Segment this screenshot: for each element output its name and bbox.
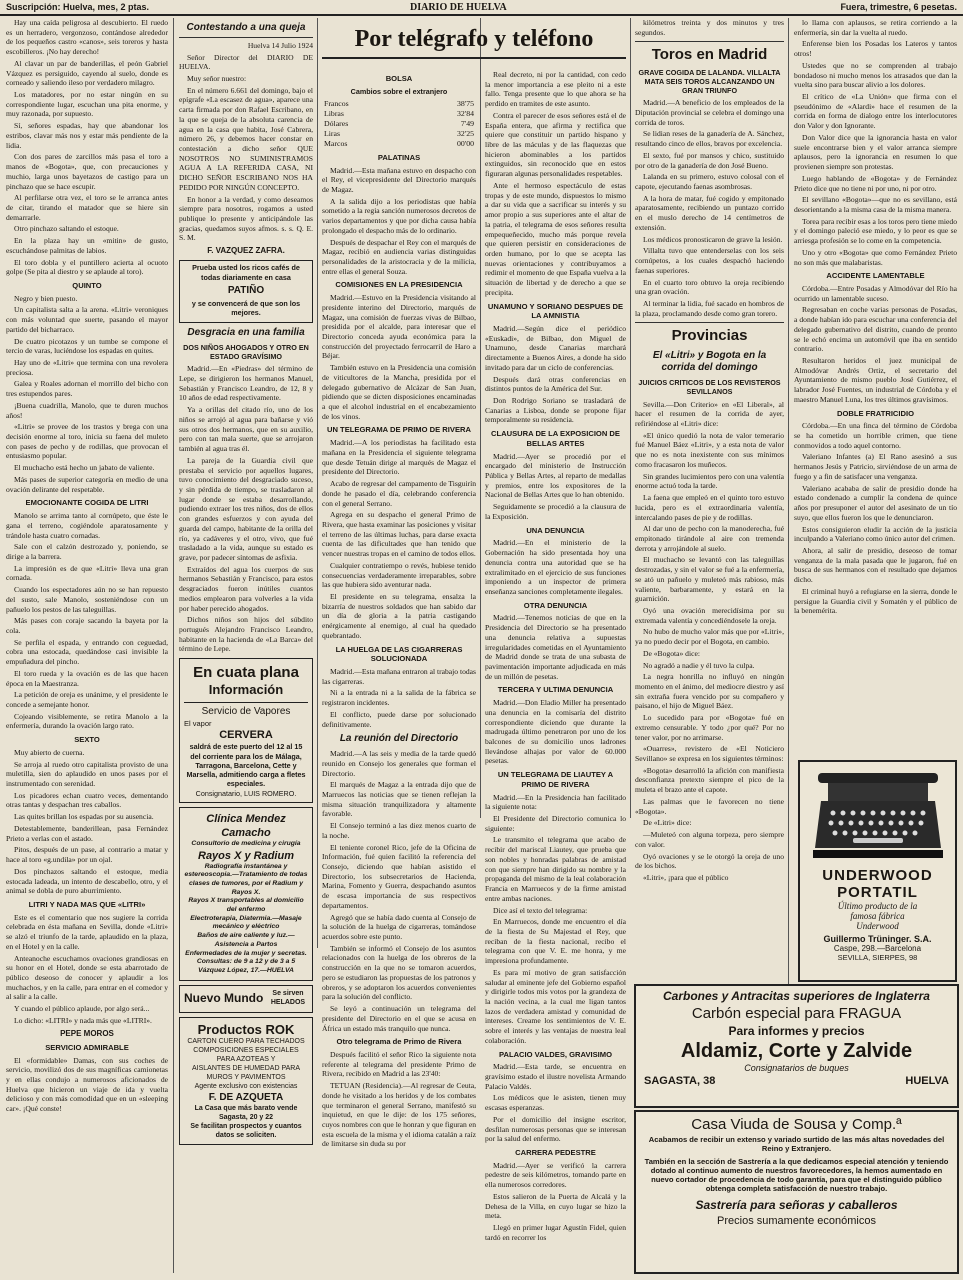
letter-salutation: Muy señor nuestro: bbox=[187, 73, 247, 83]
paragraph: Resultaron heridos el juez municipal de Almodóvar Andrés Ortiz, el secretario del Ayuntamiento de mismo pueblo José Gutiérrez, el labrador José Fuentes, un industrial de Córdoba y el maestro Manuel Luna, los tres últimos gravísimos. bbox=[794, 356, 957, 404]
exchange-rate-row bbox=[322, 99, 476, 109]
ad-text: COMPOSICIONES ESPECIALES PARA AZOTEAS Y bbox=[193, 1047, 299, 1064]
section-heading: LA HUELGA DE LAS CIGARRERAS SOLUCIONADA bbox=[335, 644, 463, 664]
column-rule bbox=[630, 18, 631, 818]
paragraph: «Bogota» desarrolló la afición con manifiesta desconfianza pretexto siempre el pico de la muleta el brazo ante el capote. bbox=[635, 765, 784, 795]
paragraph: El teniente coronel Rico, jefe de la Oficina de Información, fué quien facilitó la referencia del Consejo, diciendo que habían asistido el Directorio, los subsecretarios de Hacienda, Marina, Fomento y Guerra, despachando asuntos de escasa importancia de sus respectivos departamentos. bbox=[322, 842, 476, 910]
nuevo-mundo-ad bbox=[179, 985, 313, 1013]
paragraph: Madrid.—A beneficio de los empleados de la Diputación provincial se celebra el domingo una corrida de toros. bbox=[635, 98, 784, 127]
ad-company: Casa Viuda de Sousa y Comp.ª bbox=[691, 1116, 902, 1133]
paragraph: Madrid.—Esta mañana entraron al trabajo todas las cigarreras. bbox=[322, 667, 476, 686]
section-headline: Por telégrafo y teléfono bbox=[354, 26, 594, 52]
ad-text: Consultorio de medicina y cirugía bbox=[191, 839, 301, 847]
paragraph: No hubo de mucho valor más que por «Litri», ya no puedo decir por el Bogota, en cambio. bbox=[635, 627, 784, 647]
paragraph: Madrid.—A las seis y media de la tarde quedó reunido en Consejo los generales que forman el Directorio. bbox=[322, 749, 476, 778]
ad-text: Sastrería para señoras y caballeros bbox=[695, 1198, 898, 1212]
ad-text: Rayos X transportables al domicilio del enfermo bbox=[188, 897, 304, 914]
paragraph: El Presidente del Directorio comunica lo siguiente: bbox=[485, 814, 626, 833]
paragraph: Con dos pares de zarcillos más pasa el toro a manos de «Bogota», que, con precauciones y muchio, larga unos bayetazos de castigo para un pinchazo que se hace escupir. bbox=[6, 152, 168, 191]
paragraph: Después facilitó el señor Rico la siguiente nota referente al telegrama del presidente Primo de Rivera, recibido en Madrid a las 23'40: bbox=[322, 1049, 476, 1079]
paragraph: Al clavar un par de banderillas, el peón Gabriel Vázquez es persiguido, cayendo al suelo, donde es corneado y saliendo ileso por verdadero milagro. bbox=[6, 58, 168, 88]
letter-address: Señor Director del DIARIO DE HUELVA. bbox=[179, 52, 313, 72]
clinic-ad bbox=[179, 807, 313, 981]
column-letters-ads bbox=[179, 18, 313, 1276]
paragraph: Valeriano acababa de salir de presidio donde ha estado condenado a cumplir la condena de quince años por presuponer el autor del asesinato de un tío suyo, que ellos fueron los que le denunciaron. bbox=[794, 483, 957, 522]
paragraph: Dice así el texto del telegrama: bbox=[493, 905, 588, 915]
column-bullfight-report bbox=[6, 18, 168, 1276]
currency-name: Dólares bbox=[324, 118, 349, 128]
currency-name: Marcos bbox=[324, 138, 348, 148]
paragraph: Se lidian reses de la ganadería de A. Sánchez, resultando cinco de ellos, bravos por excelencia. bbox=[635, 129, 784, 149]
paragraph: «Ouarres», revistero de «El Noticiero Sevillano» se expresa en los siguientes términos: bbox=[635, 744, 784, 764]
paragraph: El muchacho se levantó con las taleguillas destrozadas, y sin el valor se fué a la enfermería, se ató un pañuelo y muleteó más rabioso, más valiente, barbaramente, y estará en la guarnición. bbox=[635, 555, 784, 604]
ad-brand: PATIÑO bbox=[227, 284, 265, 296]
paragraph: Las quites brillan los espadas por su ausencia. bbox=[14, 812, 154, 822]
article-headline: Desgracia en una familia bbox=[187, 327, 305, 339]
paragraph: Más pases de superior categoría en medio de una ovación delirante del respetable. bbox=[6, 474, 168, 494]
section-heading: LITRI Y NADA MAS QUE «LITRI» bbox=[28, 899, 146, 909]
exchange-rate-row bbox=[322, 109, 476, 119]
column-rule bbox=[173, 18, 174, 1273]
paragraph: Extraídos del agua los cuerpos de sus hermanos Sebastián y Francisco, para estos desgraciados fueron inútiles cuantos medios emplearon para volverles a la vida por haber perecido ahogados. bbox=[179, 564, 313, 613]
section-heading: OTRA DENUNCIA bbox=[523, 600, 588, 610]
ad-text: Servicio de Vapores bbox=[201, 705, 291, 717]
paragraph: lo llama con aplausos, se retira corriendo a la enfermería, sin dar la vuelta al ruedo. bbox=[794, 18, 957, 37]
column-rule bbox=[788, 18, 789, 998]
paragraph: De «Litri» dice: bbox=[643, 818, 692, 828]
ad-city: HUELVA bbox=[905, 1075, 949, 1087]
section-heading: UNA DENUNCIA bbox=[526, 525, 585, 535]
paragraph: Hay una caída peligrosa al descubierto. El ruedo es un herradero, vergonzoso, contándose alrededor de los pequeños castro «canos», seis toreros y hasta escobilleros. ¡No hay derecho! bbox=[6, 18, 168, 57]
section-heading: Otro telegrama de Primo de Rivera bbox=[336, 1037, 462, 1047]
letter-signature: F. VAZQUEZ ZAFRA. bbox=[207, 246, 285, 256]
ad-text: Precios sumamente económicos bbox=[717, 1215, 876, 1227]
ad-text: Consultas: de 9 a 12 y de 3 a 5 bbox=[196, 958, 296, 966]
ad-text: Se facilitan prospectos y cuantos datos se soliciten. bbox=[190, 1122, 302, 1139]
currency-rate: 38'75 bbox=[457, 98, 474, 108]
section-heading: UN TELEGRAMA DE PRIMO DE RIVERA bbox=[326, 425, 471, 435]
section-heading: DOBLE FRATRICIDIO bbox=[836, 408, 915, 418]
ad-text: Prueba usted los ricos cafés de todas diariamente en casa bbox=[192, 263, 300, 282]
paragraph: Real decreto, ni por la cantidad, con cedo la menor importancia a ese pleito ni a este fallo. Tenga presente que lo que ahora se ha perdido en tramites de este asunto. bbox=[485, 70, 626, 109]
paragraph: El muchacho está hecho un jabato de valiente. bbox=[14, 463, 155, 473]
paragraph: De «Bogota» dice: bbox=[643, 648, 700, 658]
telegraph-section-header bbox=[322, 20, 626, 59]
typewriter-illustration bbox=[813, 768, 943, 863]
article-subheadline: JUICIOS CRITICOS DE LOS REVISTEROS SEVILLANOS bbox=[638, 378, 781, 397]
paragraph: Madrid.—Esta mañana estuvo en despacho con el Rey, el vicepresidente del Directorio marqués de Magaz. bbox=[322, 165, 476, 194]
masthead bbox=[0, 0, 963, 16]
paragraph: También se informó el Consejo de los asuntos relacionados con la huelga de los obreros de la construcción en la que no se tomaron acuerdos, pero se estudiaron las propuestas de los patronos y obreros, y se adoptaron los acuerdos convenientes para la solución del conflicto. bbox=[322, 943, 476, 1002]
paragraph: Don Rodrigo Soriano se trasladará de Canarias a Lisboa, donde se propone fijar temporalmente su residencia. bbox=[485, 396, 626, 425]
article-headline: El «Litri» y Bogota en la corrida del domingo bbox=[652, 349, 767, 374]
ad-text: Sagasta, 20 y 22 bbox=[218, 1113, 274, 1121]
typewriter-icon bbox=[813, 768, 943, 863]
paragraph: Sale con el calzón destrozado y, poniendo, se dirige a la barrera. bbox=[6, 542, 168, 561]
paragraph: No agradó a nadie y él tuvo la culpa. bbox=[643, 660, 755, 670]
paragraph: Lo sucedido para por «Bogota» fué en extremo censurable. Y todo ¿por qué? Por no tener valor, por no arrimarse. bbox=[635, 713, 784, 742]
author-signature: PEPE MOROS bbox=[60, 1028, 114, 1038]
paragraph: Madrid.—Tenemos noticias de que en la Presidencia del Directorio se ha presentado una denuncia relativa a supuestas irregularidades cometidas en el Ayuntamiento de Madrid donde se trata de una subasta de pavimentación importante adjudicada en más de un millón de pesetas. bbox=[485, 613, 626, 681]
ad-text: Consignatario, LUIS ROMERO. bbox=[195, 788, 297, 798]
paragraph: Un capitalista salta a la arena. «Litri» veroniques con más voluntad que suerte, pasando el mayor partido del bicharraco. bbox=[6, 305, 168, 334]
paragraph: Don Valor dice que la ignorancia hasta en valor suele encontrarse bien y el valor arranca siempre aplausos, pero la ignorancia en resumen lo que provienen siempre son protestas. bbox=[794, 132, 957, 172]
paragraph: Madrid.—A los periodistas ha facilitado esta mañana en la Presidencia el siguiente telegrama que desde Tetuán dirige al marqués de Magaz el presidente del Directorio. bbox=[322, 438, 476, 477]
section-heading: ACCIDENTE LAMENTABLE bbox=[826, 271, 925, 281]
paragraph: Se leyó a continuación un telegrama del presidente del Directorio en el que se acusa en África un estado más tranquilo que nunca. bbox=[322, 1004, 476, 1033]
paragraph: Al dar uno de pecho con la manoderecha, fué empitonado tirándole al aire con tremenda derrota y arrojándole al suelo. bbox=[635, 524, 784, 553]
section-heading: UN TELEGRAMA DE LIAUTEY A PRIMO DE RIVERA bbox=[497, 770, 614, 789]
article-headline: Toros en Madrid bbox=[635, 41, 784, 64]
newspaper-name: DIARIO DE HUELVA bbox=[410, 2, 507, 13]
paragraph: Madrid.—Don Eladio Miller ha presentado una denuncia en la comisaría del distrito correspondiente diciendo que durante la madrugada último penetraron por uno de los balcones de su domicilio unos ladrones llevándose alhajas por valor de 60.000 pesetas. bbox=[485, 698, 626, 766]
section-heading: PALACIO VALDES, GRAVISIMO bbox=[498, 1049, 613, 1059]
paragraph: El conflicto, puede darse por solucionado definitivamente. bbox=[322, 709, 476, 729]
paragraph: Ustedes que no se comprenden al trabajo bondadoso ni mucho menos los atrasados que dan la vuelta sino para buscar alivio a los dolores. bbox=[794, 60, 957, 90]
paragraph: Torea para recibir esas a los toros pero tiene miedo y el domingo paleció ese miedo, y lo peor es que se arriesga profesión se lo come en la competencia. bbox=[794, 216, 957, 246]
paragraph: Detestablemente, banderillean, pasa Fernández Prieto a verlas con el astado. bbox=[6, 823, 168, 843]
paragraph: Al terminar la lidia, fué sacado en hombros de la plaza, proclamando desde como gran torero. bbox=[635, 298, 784, 318]
ad-text: También en la sección de Sastrería a la que dedicamos especial atención y teniendo dotado al continuo aumento de nuestros favorecedores, la hemos aumentado en nuevo cortador de procedencia de todo garantía, para que el distinguido público obtenga completa satisfacción de nuestro trabajo. bbox=[644, 1157, 949, 1193]
paragraph: Después dará otras conferencias en distintos puntos de la América del Sur. bbox=[485, 374, 626, 394]
paragraph: kilómetros treinta y dos minutos y tres segundos. bbox=[635, 18, 784, 37]
currency-name: Libras bbox=[324, 108, 344, 118]
paragraph: Contra el parecer de esos señores está el de España entera, que afirma y rectifica que quiere que constituir un partido hispano y libre de las máculas y de las flaquezas que hicieron abominables a los partidos extinguidos, sin reconocido que en estos figuraran algunas personalidades respetables. bbox=[485, 110, 626, 179]
currency-rate: 7'49 bbox=[460, 118, 474, 128]
ad-text: Último producto de la bbox=[837, 901, 918, 911]
paragraph: Valeriano Infantes (a) El Rano asesinó a sus hermanos Jesús y Patricio, sirviéndose de un arma de fuego y a fin de satisfacer una venganza. bbox=[794, 452, 957, 481]
ad-text: Agente exclusivo con existencias bbox=[194, 1082, 298, 1090]
ad-title: Nuevo Mundo bbox=[184, 990, 264, 1005]
ad-text: Radiografía instantánea y estereoscopia.—Tratamiento de todas clases de tumores, por el Radium y Rayos X. bbox=[184, 862, 308, 896]
ad-text: CARTON CUERO PARA TECHADOS bbox=[187, 1038, 305, 1046]
ad-text: y se convencerá de que son los mejores. bbox=[191, 298, 301, 317]
paragraph: —Muleteó con alguna torpeza, pero siempre con valor. bbox=[635, 830, 784, 849]
paragraph: Agrega en su despacho el general Primo de Rivera, que hasta examinar las posiciones y visitar el terreno de las últimas luchas, para darse exacta cuenta de las dificultades que han tenido que vencer nuestras tropas en el camino de todos ellos. bbox=[322, 510, 476, 559]
paragraph: El sexto, fué por mansos y chico, sustituido por otro de la ganadería de don José Bueno. bbox=[635, 150, 784, 170]
paragraph: Es para mí motivo de gran satisfacción saludar al eminente jefe del Gobierno español y dirigirle todos mis votos por la grandeza de la nación vecina, a la cual me ligan tantos lazos de verdadera amistad y comunidad de intereses. Creame los sentimientos de V. E. sobre el interés y las ventajas de nuestra leal colaboración. bbox=[485, 967, 626, 1045]
paragraph: De cuatro picotazos y un tumbe se compone el tercio de varas, luciéndose los espadas en quites. bbox=[6, 336, 168, 356]
paragraph: Córdoba.—En una finca del término de Córdoba se ha cometido un horrible crimen, que tiene conmovidos a todo aquel contorno. bbox=[794, 421, 957, 450]
currency-name: Francos bbox=[324, 98, 349, 108]
paragraph: Cuando los espectadores aún no se han repuesto del susto, sale Manolo, sosteniéndose con un pañuelo los pestos de las taleguillas. bbox=[6, 585, 168, 614]
ad-text: F. DE AZQUETA bbox=[208, 1091, 284, 1103]
paragraph: Manolo se arrima tanto al cornúpeto, que éste le gana el terreno, cogiéndole aparatosamente y trándole hasta cuatro cornadas. bbox=[6, 511, 168, 540]
paragraph: En el número 6.661 del domingo, bajo el epígrafe «La escasez de agua», aparece una carta firmada por don Rafael Escribano, en la que se queja de la absoluta carencia de agua en la casa que habita, José Cabrera, número 26, y debemos hacer constar en contestación a dicho señor QUE NOSOTROS NO SUMINISTRAMOS AGUA A LA REFERIDA CASA, NI DICHO SEÑOR ESCRIBANO NOS HA PEDIDO POR NINGÚN CONCEPTO. bbox=[179, 85, 313, 192]
paragraph: Más pases con coraje sacando la bayeta por la cola. bbox=[6, 616, 168, 635]
ad-text: Baños de aire caliente y luz.—Asistencia a Partos bbox=[197, 932, 295, 948]
ad-text: Rayos X y Radium bbox=[198, 849, 294, 862]
letter-date: Huelva 14 Julio 1924 bbox=[247, 40, 313, 50]
paragraph: Se arroja al ruedo otro capitalista provisto de una muletilla, sien do aplaudido en unos pases por el instrumentado con serenidad. bbox=[6, 759, 168, 789]
paragraph: A la salida dijo a los periodistas que había sometido a la regia sanción numerosos decretos de varios departamentos y que por dicha causa había prolongado el despacho más de lo ordinario. bbox=[322, 196, 476, 235]
ad-text: Consignatarios de buques bbox=[744, 1063, 849, 1073]
section-heading: BOLSA bbox=[385, 74, 413, 83]
paragraph: El sevillano «Bogota»—que no es sevillano, está desorientando a la misma casa de la misma manera. bbox=[794, 195, 957, 214]
ad-headline: Carbones y Antracitas superiores de Inglaterra bbox=[663, 989, 930, 1003]
ad-company: Aldamiz, Corte y Zalvide bbox=[680, 1040, 913, 1062]
paragraph: En el cuarto toro obtuvo la oreja recibiendo una gran ovación. bbox=[635, 277, 784, 297]
paragraph: Y cuando el público aplaude, por algo será... bbox=[14, 1004, 150, 1014]
paragraph: Las palmas que le favorecen no tiene «Bogota». bbox=[635, 796, 784, 816]
ad-address-row bbox=[636, 1073, 957, 1087]
article-subheadline: GRAVE COGIDA DE LALANDA. VILLALTA MATA SEIS TOROS ALCANZANDO UN GRAN TRIUNFO bbox=[638, 67, 781, 96]
ad-title: Información bbox=[184, 682, 308, 703]
paragraph: Lalanda en su primero, estuvo colosal con el capote, ejecutando faenas asombrosas. bbox=[635, 172, 784, 192]
paragraph: La faena que empleó en el quinto toro estuvo lucida, pero es el extraordinaria valentía, intercalando pases de pie y de rodillas. bbox=[635, 493, 784, 522]
paragraph: Los médicos que le asisten, tienen muy escasas esperanzas. bbox=[485, 1093, 626, 1113]
shipping-ad bbox=[179, 658, 313, 803]
ad-text: Carbón especial para FRAGUA bbox=[691, 1005, 902, 1022]
ad-text: Se sirven HELADOS bbox=[270, 989, 306, 1006]
ad-title: Productos ROK bbox=[197, 1021, 295, 1037]
paragraph: Enferense bien los Posadas los Lateros y tantos otros! bbox=[794, 39, 957, 59]
ad-product: PORTATIL bbox=[837, 884, 918, 901]
currency-rate: 32'84 bbox=[457, 108, 474, 118]
paragraph: «Litri» se provee de los trastos y brega con una decisión enorme al toro, inicia su faena del muleto con pases de pecho y de rodillas, que provocan el entusiasmo popular. bbox=[6, 422, 168, 461]
paragraph: Cualquier contratiempo o revés, hubiese tenido consecuencias verdaderamente irreparables, sobre las que hubiera sido aventurar nada. bbox=[322, 560, 476, 590]
paragraph: Dos pinchazos saltando el estoque, media estocada ladeada, un intento de descabello, otro, y el animal se dobla de puro aburrimiento. bbox=[6, 866, 168, 896]
paragraph: Madrid.—En el ministerio de la Gobernación ha sido presentada hoy una denuncia contra una autoridad que se ha extralimitado en el ejercicio de sus funciones imponiendo a un inspector de primera enseñanza sanciones completamente ilegales. bbox=[485, 538, 626, 596]
paragraph: Anteanoche escuchamos ovaciones grandiosas en su honor en el Hotel, donde se esta abarrotado de público deseoso de conocer y aplaudir a los muchachos, y en la calle, para entrar en el comedor y al salir a la calle. bbox=[6, 953, 168, 1002]
paragraph: ¡Buena cuadrilla, Manolo, que te duren muchos años! bbox=[6, 400, 168, 420]
section-heading: EMOCIONANTE COGIDA DE LITRI bbox=[25, 498, 149, 508]
paragraph: Muy abierto de cuerna. bbox=[14, 747, 85, 757]
paragraph: El toro rueda y la ovación es de las que hacen época en la Maestranza. bbox=[6, 668, 168, 688]
patino-coffee-ad bbox=[179, 260, 313, 323]
paragraph: La petición de oreja es unánime, y el presidente le concede a semejante honor. bbox=[6, 690, 168, 709]
paragraph: El presidente en su telegrama, ensalza la bizarría de nuestros soldados que han sabido dar un día de gloria a la patria castigando enérgicamente al enemigo, al cual ha quedado quebrantado. bbox=[322, 591, 476, 640]
ad-address: SAGASTA, 38 bbox=[644, 1075, 716, 1087]
paragraph: Llegó en primer lugar Agustín Fidel, quien tardó en recorrer los bbox=[485, 1223, 626, 1242]
ad-title: En cuata plana bbox=[193, 664, 299, 682]
ad-text: Guillermo Trüninger. S.A. bbox=[823, 934, 932, 944]
paragraph: Lo dicho: «LITRI» y nada más que «LITRI». bbox=[14, 1015, 152, 1025]
paragraph: El marqués de Magaz a la entrada dijo que de Marruecos las noticias que se tienen reflejan la misma situación tranquilizadora y altamente favorable. bbox=[322, 780, 476, 819]
paragraph: Madrid.—Esta tarde, se encuentra en gravísimo estado el ilustre novelista Armando Palacio Valdés. bbox=[485, 1062, 626, 1091]
paragraph: Sí, señores espadas, hay que abandonar los estribos, clavar más nos y estar más pendiente de la lidia. bbox=[6, 121, 168, 150]
paragraph: Oyó ovaciones y se le otorgó la oreja de uno de los bichos. bbox=[635, 851, 784, 871]
external-price: Fuera, trimestre, 6 pesetas. bbox=[840, 2, 957, 12]
coal-supplier-ad bbox=[634, 984, 959, 1108]
currency-name: Liras bbox=[324, 128, 341, 138]
paragraph: Otro pinchazo saltando el estoque. bbox=[14, 224, 119, 234]
section-heading: La reunión del Directorio bbox=[339, 733, 459, 745]
section-heading: COMISIONES EN LA PRESIDENCIA bbox=[335, 280, 463, 290]
paragraph: Dichos niños son hijos del súbdito portugués Alejandro Francisco Leandro, habitante en la hacienda de «La Barca» del término de Lepe. bbox=[179, 615, 313, 654]
column-telegraph-news-2 bbox=[485, 70, 626, 1275]
section-heading: CLAUSURA DE LA EXPOSICION DE BELLAS ARTES bbox=[491, 429, 620, 448]
column-bullfight-news bbox=[635, 18, 784, 993]
article-subheadline: DOS NIÑOS AHOGADOS Y OTRO EN ESTADO GRAVÍSIMO bbox=[183, 342, 309, 362]
section-heading: CARRERA PEDESTRE bbox=[515, 1148, 596, 1158]
section-heading: PALATINAS bbox=[377, 152, 421, 162]
paragraph: Por el domicilio del insigne escritor, desfilan numerosas personas que se interesan por la salud del enfermo. bbox=[485, 1114, 626, 1144]
article-headline: Contestando a una queja bbox=[179, 22, 313, 38]
exchange-rate-row bbox=[322, 129, 476, 139]
currency-rate: 32'25 bbox=[457, 128, 474, 138]
paragraph: Se perfila el espada, y entrando con ceguedad, cobra una estocada, quedándose casi invisible la empuñadura del pincho. bbox=[6, 637, 168, 667]
paragraph: Sevilla.—Don Criterio» en «El Liberal», al hacer el resumen de la corrida de ayer, refiriéndose al «Litri» dice: bbox=[635, 399, 784, 429]
paragraph: En Marruecos, donde me encuentro el día de la fiesta de Su Majestad el Rey, que reciban de la fiesta nacional, recibo el telegrama con que V. E. me honra, y me impresiona profundamente. bbox=[485, 917, 626, 966]
paragraph: Madrid.—Ayer se verificó la carrera pedestre de seis kilómetros, tomando parte en ella numerosos corredores. bbox=[485, 1160, 626, 1190]
paragraph: TETUAN (Residencia).—Al regresar de Ceuta, donde he visitado a los heridos y de los combates que terminaron el general Serrano, manifestó su inquietud, en que le dije: de los 175 señores, cuyos nombres con que le honran y que figuran en esta escuela de la misma y el idioma catalán a raíz de limitarse sin duda su por bbox=[322, 1081, 476, 1149]
ad-text: La Casa que más barato vende bbox=[194, 1104, 298, 1112]
paragraph: Madrid.—Estuvo en la Presidencia visitando al presidente interino del Directorio, marqués de Magaz, una comisión de fuerzas vivas de Bilbao, presidida por el alcalde, para interesar que el Directorio conceda ayuda económica para la construcción del proyectado ferrocarril de Haro a Béjar. bbox=[322, 293, 476, 361]
paragraph: Madrid.—En la Presidencia han facilitado la siguiente nota: bbox=[485, 792, 626, 812]
ad-brand: UNDERWOOD bbox=[822, 867, 933, 884]
paragraph: «Litri», ¡para que el público bbox=[643, 872, 729, 882]
ad-text: saldrá de este puerto del 12 al 15 del corriente para los de Málaga, Tarragona, Barcelona, Cette y Marsella, admitiendo carga a fletes especiales. bbox=[186, 742, 306, 789]
paragraph: Pitos, después de un pase, al contrario a matar y hace al toro «g.undila» por un ojal. bbox=[6, 845, 168, 865]
ad-text: Para informes y precios bbox=[728, 1024, 865, 1038]
paragraph: En la plaza hay un «mitin» de gusto, escuchándose palmitas de labios. bbox=[6, 236, 168, 255]
ad-text: Electroterapia, Diatermia.—Masaje mecánico y eléctrico bbox=[190, 914, 302, 931]
ad-text: Enfermedades de la mujer y secretas. bbox=[185, 949, 307, 957]
paragraph: Cojeando visiblemente, se retira Manolo a la enfermería, durando la ovación largo rato. bbox=[6, 711, 168, 731]
rok-products-ad bbox=[179, 1017, 313, 1146]
paragraph: Los médicos pronosticaron de grave la lesión. bbox=[643, 234, 783, 244]
paragraph: Madrid.—Según dice el periódico «Euskadi», de Bilbao, don Miguel de Unamuno, desde Canarias marchará directamente a Buenos Aires, a donde ha sido invitado para dar un ciclo de conferencias. bbox=[485, 323, 626, 372]
paragraph: Córdoba.—Entre Posadas y Almodóvar del Río ha ocurrido un lamentable suceso. bbox=[794, 283, 957, 303]
ad-text: Underwood bbox=[856, 921, 899, 931]
underwood-typewriter-ad bbox=[798, 760, 957, 982]
paragraph: Le transmito el telegrama que acabo de recibir del mariscal Liautey, que prueba que son nobles y honradas palabras de amistad con que siempre han dirigido su nombre y la propaganda del mismo de la leal colaboración Francia en Marruecos y de la firme amistad entre ambas naciones. bbox=[485, 835, 626, 903]
paragraph: Madrid.—Ayer se procedió por el encargado del ministerio de Instrucción Pública y Bellas Artes, al reparto de medallas y premios, entre los expositores de la Nacional de Bellas Artes que lo han obtenido. bbox=[485, 451, 626, 500]
paragraph: Negro y bien puesto. bbox=[14, 293, 78, 303]
ad-text: Caspe, 298.—Barcelona bbox=[833, 944, 922, 953]
exchange-rates-table bbox=[322, 99, 476, 149]
paragraph: La impresión es de que «Litri» lleva una gran cornada. bbox=[6, 563, 168, 583]
ship-name: CERVERA bbox=[219, 729, 273, 742]
ad-text: El vapor bbox=[184, 718, 212, 728]
column-telegraph-news bbox=[322, 70, 476, 1275]
paragraph: Al perfilarse otra vez, el toro se le arranca antes de citar, tirando el matador que se hiere sin demarrarle. bbox=[6, 193, 168, 222]
ad-text: famosa fábrica bbox=[850, 911, 905, 921]
paragraph: Los matadores, por no estar ningún en su correspondiente lugar, escuchan una pita enorme, y muy razonada, por supuesto. bbox=[6, 90, 168, 119]
paragraph: El criminal huyó a refugiarse en la sierra, donde le persigue la Guardia civil y Somatén y el público de la benemérita. bbox=[794, 586, 957, 616]
ad-text: Vázquez López, 17.—HUELVA bbox=[198, 966, 294, 974]
ad-title: Clínica Mendez Camacho bbox=[206, 812, 286, 839]
paragraph: Regresaban en coche varias personas de Posadas, a donde habían ido para escuchar una conferencia del delegado gubernativo del distrito, cuando de pronto se le echó encima un automóvil que iba en sentido contrario. bbox=[794, 305, 957, 354]
paragraph: Uno y otro «Bogota» que como Fernández Prieto no son más que malabaristas. bbox=[794, 247, 957, 267]
column-rule bbox=[317, 18, 318, 948]
paragraph: Sin grandes lucimientos pero con una valentía enorme actuó toda la tarde. bbox=[635, 471, 784, 491]
paragraph: Galea y Roales adornan el morrillo del bicho con tres estupendos pares. bbox=[6, 379, 168, 399]
paragraph: Ni a la entrada ni a la salida de la fábrica se registraron incidentes. bbox=[322, 688, 476, 708]
paragraph: Después de despachar el Rey con el marqués de Magaz, recibió en audiencia varias distinguidas personalidades de la aristocracia y de la milicia, entre ellas el general Souza. bbox=[322, 237, 476, 276]
paragraph: Este es el comentario que nos sugiere la corrida celebrada en ésta mañana en Sevilla, donde «Litri» se alzó el triunfo de la tarde, aplaudido en la plaza, en el Hotel y en la calle. bbox=[6, 912, 168, 951]
section-heading: UNAMUNO Y SORIANO DESPUES DE LA AMNISTIA bbox=[487, 301, 624, 321]
subscription-price: Suscripción: Huelva, mes, 2 ptas. bbox=[6, 2, 150, 12]
currency-rate: 00'00 bbox=[457, 138, 474, 148]
section-heading: SERVICIO ADMIRABLE bbox=[45, 1042, 129, 1052]
paragraph: Estos salieron de la Puerta de Alcalá y la Dehesa de la Villa, en cuyo lugar se hizo la meta. bbox=[485, 1191, 626, 1221]
paragraph: Ya a orillas del citado río, uno de los niños se arrojó al agua para bañarse y vió sus otros dos hermanos, que en su auxilio, pero con tan mala suerte, que se arrojaron también al agua tras él. bbox=[179, 405, 313, 454]
section-subheading: Cambios sobre el extranjero bbox=[350, 86, 448, 96]
paragraph: Ante el hermoso espectáculo de estas tropas y de este mundo, dispuestos lo mismo a dar su vida que a sacrificar su interés y su amor propio a sus superiores ante el altar de la patria, el telegrama de esos señores resulta empequeñecido, mucho más porque revela que quieren persistir en consideraciones de orden humano, por lo que se acepta las nuevas orientaciones y contribuyamos a redimir el momento de que España vuelva a la situación de libertad y de derecho a que se precipita. bbox=[485, 180, 626, 297]
paragraph: Madrid.—En «Piedras» del término de Lepe, se dirigieron los hermanos Manuel, Sebastián y Francisco Leandro, de 12, 8 y 10 años de edad respectivamente. bbox=[179, 364, 313, 403]
section-heading: SEXTO bbox=[74, 735, 100, 745]
paragraph: El toro dobla y el puntillero acierta al ocuoto golpe (Se pita al diestro y se aplaude al toro). bbox=[6, 257, 168, 277]
paragraph: También estuvo en la Presidencia una comisión de viticultores de la Mancha, presidida por el delegado gubernativo de Alcázar de San Juan, pidiendo que se dicten disposiciones encaminadas a que el alcohol industrial en el encabezamiento de los vinos. bbox=[322, 363, 476, 421]
ad-text: SEVILLA, SIERPES, 98 bbox=[837, 953, 918, 962]
paragraph: Agregó que se había dado cuenta al Consejo de la solución de la huelga de cigarreras, tomándose acuerdos sobre este punto. bbox=[322, 912, 476, 942]
ad-text: AISLANTES DE HUMEDAD PARA MUROS Y PAVIMENTOS bbox=[191, 1065, 300, 1081]
exchange-rate-row bbox=[322, 119, 476, 129]
paragraph: El Consejo terminó a las diez menos cuarto de la noche. bbox=[322, 821, 476, 840]
exchange-rate-row bbox=[322, 139, 476, 149]
column-regional-news bbox=[794, 18, 957, 758]
paragraph: El crítico de «La Unión» que firma con el pseudónimo de «Alardi» hace el resumen de la corrida en forma de dialogo entre los interlocutores don Valor y don Ignorante. bbox=[794, 92, 957, 131]
paragraph: Estos consiguieron eludir la acción de la justicia inculpando a Valeriano como único autor del crimen. bbox=[794, 524, 957, 544]
paragraph: Oyó una ovación merecidísima por su extremada valentía y concediéndosele la oreja. bbox=[635, 605, 784, 625]
paragraph: Acabo de regresar del campamento de Tisguirín donde he pasado el día, celebrando conferencia con el general Serrano. bbox=[322, 479, 476, 508]
section-heading: TERCERA Y ULTIMA DENUNCIA bbox=[497, 685, 614, 695]
paragraph: Ahora, al salir de presidio, deseoso de tomar venganza de la mala pasada que le jugaron, fué en busca de sus hermanos con el resultado que dejamos dicho. bbox=[794, 545, 957, 585]
ad-text: Acabamos de recibir un extenso y variado surtido de las más altas novedades del Reino y Extranjero. bbox=[648, 1135, 945, 1153]
paragraph: Seguidamente se procedió a la clausura de la Exposición. bbox=[485, 502, 626, 521]
paragraph: «El único quedió la nota de valor temerario fué Manuel Báez «Litri», y a esta nota de valor que no es nota inexistente con sus mínimos como fracasaron los muñecos. bbox=[635, 430, 784, 469]
paragraph: Los picadores echan cuatro veces, dementando otras tantas y despachan tres caballos. bbox=[6, 790, 168, 810]
paragraph: Hay uno de «Litri» que termina con una revolera preciosa. bbox=[6, 358, 168, 377]
section-heading: QUINTO bbox=[72, 280, 102, 290]
paragraph: La negra honrilla no influyó en ningún momento en el ánimo, del mediocre diestro y así sin extraña fuera vencido por su compañero y paisano, el hijo de Miguel Báez. bbox=[635, 672, 784, 711]
paragraph: El «formidable» Damas, con sus coches de servicio, movilizó dos de sus magníficas camionetas y en ellas condujo a numerosos aficionados de Huelva que hicieron un viaje de ida y vuelta delicioso y con más comodidad que en un «sleeping car». ¡Qué conste! bbox=[6, 1055, 168, 1114]
paragraph: A la hora de matar, fué cogido y empitonado aparatosamente, recibiendo un puntazo corrido en el muslo derecho de 14 centímetros de extensión. bbox=[635, 193, 784, 232]
column-rule bbox=[480, 18, 481, 818]
paragraph: Villalta tuvo que entenderselas con los seis cornúpetos, a los cuales despachó haciendo faenas superiores. bbox=[635, 246, 784, 275]
tailor-shop-ad bbox=[634, 1110, 959, 1274]
paragraph: En honor a la verdad, y como deseamos siempre para nosotros, rogamos a usted publique lo presente y anticipándole las gracias, quedamos suyos afmos. s. s. Q. E. S. M. bbox=[179, 194, 313, 243]
section-headline: Provincias bbox=[635, 322, 784, 345]
paragraph: La pareja de la Guardia civil que prestaba el servicio por aquellos lugares, tuvo conocimiento del desgraciado suceso, y sin pérdida de tiempo, se trasladaron al lugar donde se estaba desarrollando, pudiendo extraer los tres niños, dos de ellos con grandes esfuerzos y con ayuda del guarda del campo, habitante de la orilla del río, ya cadáveres y el otro, vivo, que fué trasladado a la vida, aunque su estado es grave, por padecer síntomas de asfixia. bbox=[179, 455, 313, 562]
paragraph: Luego hablando de «Bogota» y de Fernández Prieto dice que no tiene ni por uno, ni por otro. bbox=[794, 173, 957, 193]
